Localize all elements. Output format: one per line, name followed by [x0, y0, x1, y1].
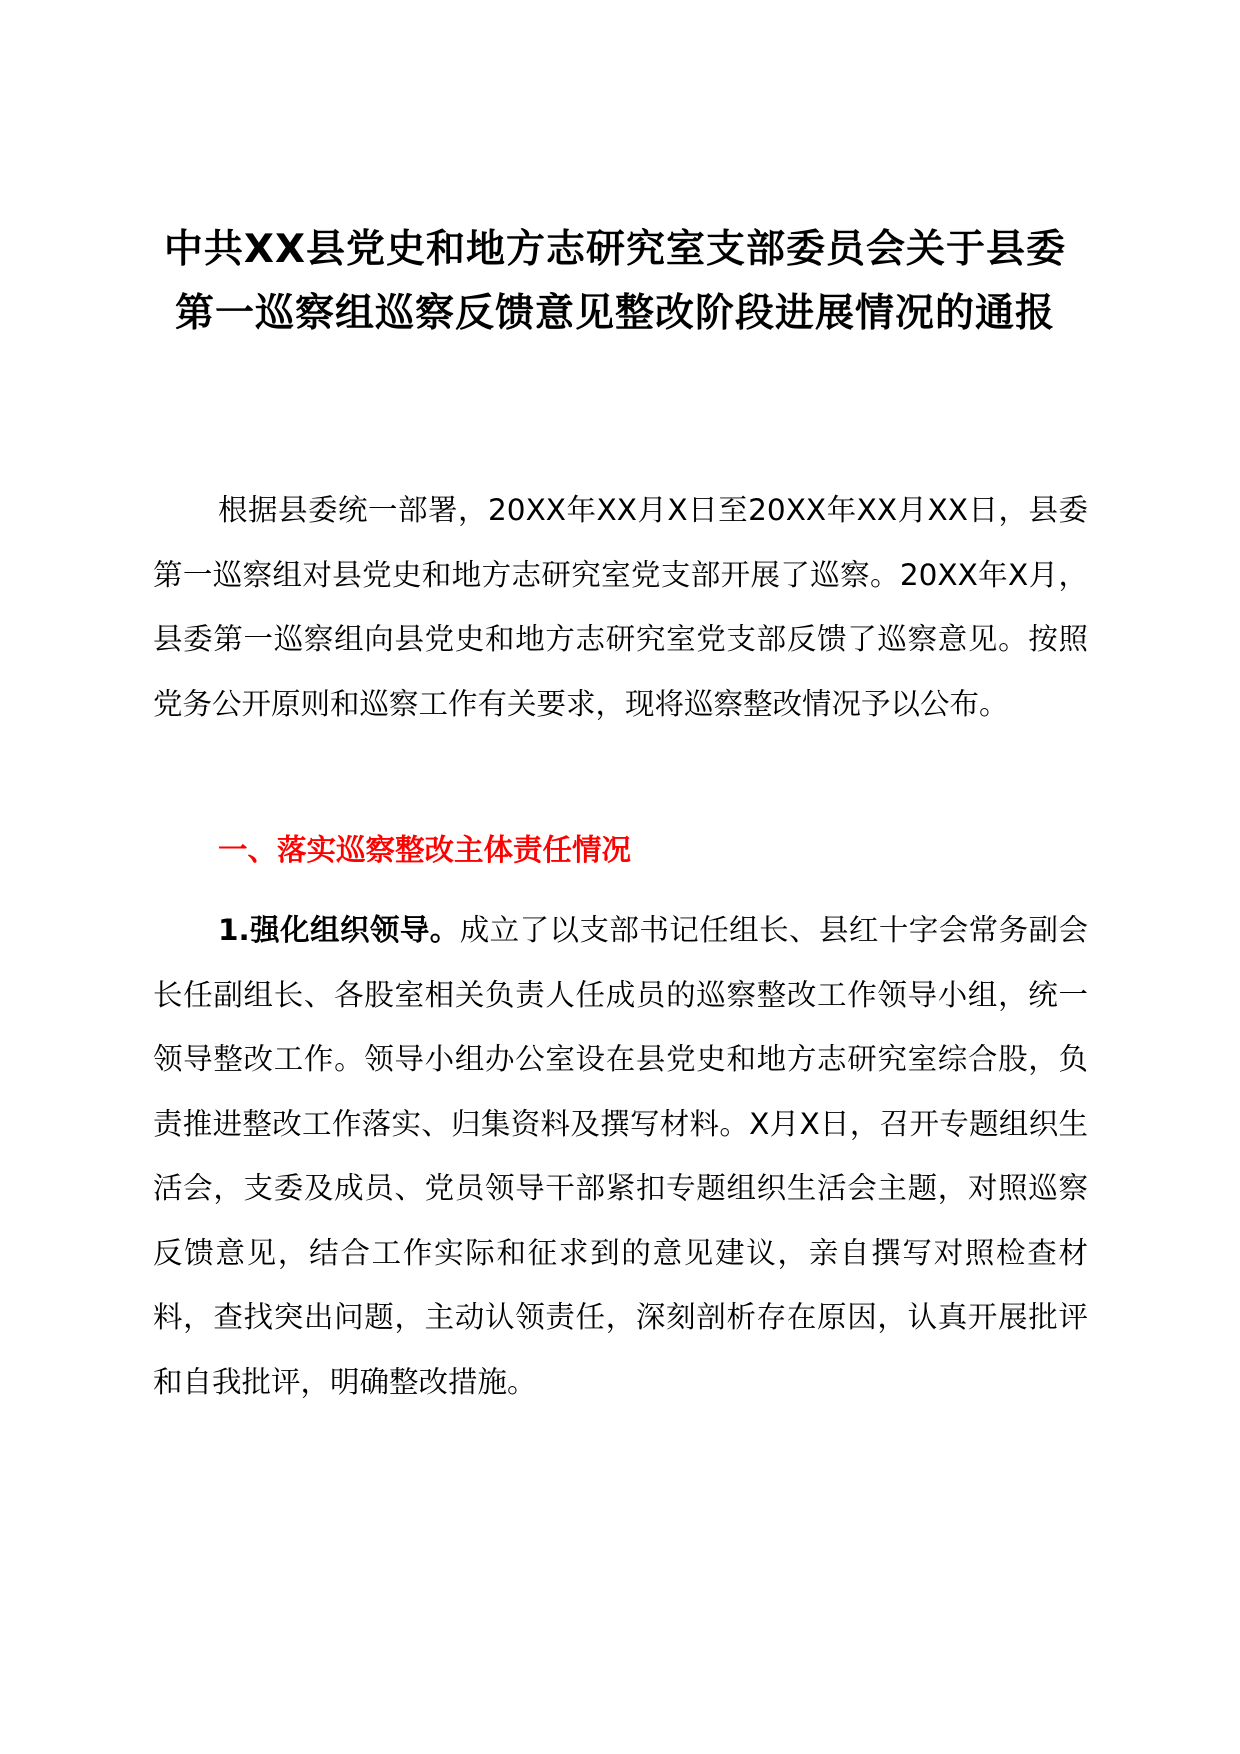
item-text: 成立了以支部书记任组长、县红十字会常务副会长任副组长、各股室相关负责人任成员的巡察整改工作领导小组，统一领导整改工作。领导小组办公室设在县党史和地方志研究室综合股，负责推进整改工作落实、归集资料及撰写材料。X月X日，召开专题组织生活会，支委及成员、党员领导干部紧扣专题组织生活会主题，对照巡察反馈意见，结合工作实际和征求到的意见建议，亲自撰写对照检查材料，查找突出问题，主动认领责任，深刻剖析存在原因，认真开展批评和自我批评，明确整改措施。: [153, 913, 1088, 1399]
item-lead: 1.强化组织领导。: [218, 913, 460, 947]
intro-paragraph: 根据县委统一部署，20XX年XX月X日至20XX年XX月XX日，县委第一巡察组对县党史和地方志研究室党支部开展了巡察。20XX年X月，县委第一巡察组向县党史和地方志研究室党支部反馈了巡察意见。按照党务公开原则和巡察工作有关要求，现将巡察整改情况予以公布。: [153, 493, 1088, 721]
document-title: 中共XX县党史和地方志研究室支部委员会关于县委第一巡察组巡察反馈意见整改阶段进展情况的通报: [163, 227, 1067, 336]
section-heading: 一、落实巡察整改主体责任情况: [218, 833, 632, 867]
item-paragraph: [153, 898, 1088, 1414]
